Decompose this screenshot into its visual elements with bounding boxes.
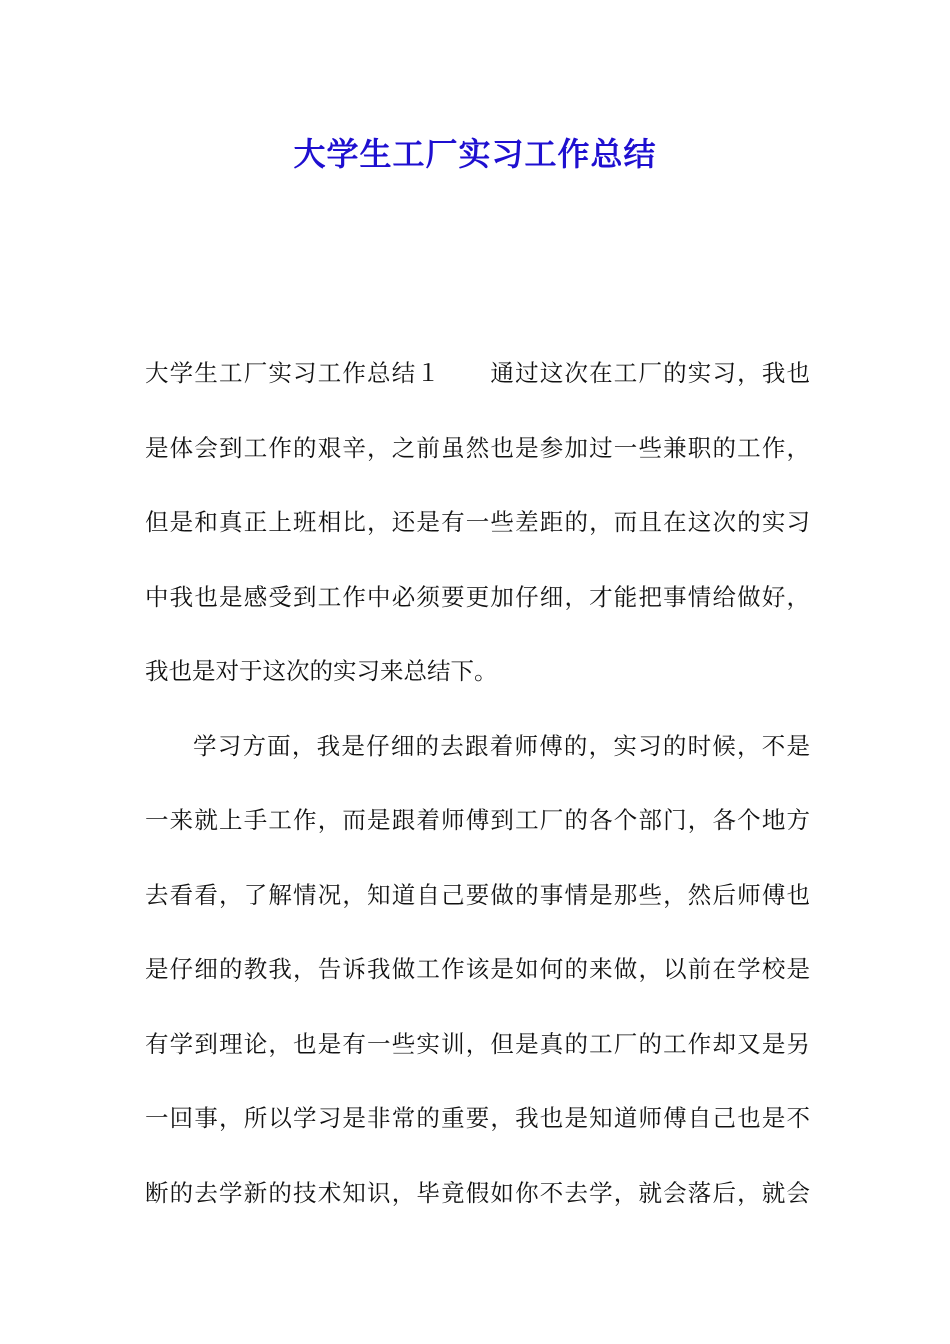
paragraph-1 [145,336,810,709]
paragraph-2 [145,709,810,1231]
text-line: 我也是对于这次的实习来总结下。 [145,657,498,685]
text-line: 学习方面，我是仔细的去跟着师傅的，实习的时候，不是 [193,731,810,760]
text-line: 去看看，了解情况，知道自己要做的事情是那些，然后师傅也 [145,880,810,909]
text-line: 是体会到工作的艰辛，之前虽然也是参加过一些兼职的工作， [145,433,810,462]
text-line: 一来就上手工作，而是跟着师傅到工厂的各个部门，各个地方 [145,806,810,834]
document-body [145,336,810,1230]
text-line: 断的去学新的技术知识，毕竟假如你不去学，就会落后，就会 [145,1178,810,1207]
text-line: 但是和真正上班相比，还是有一些差距的，而且在这次的实习 [145,508,810,536]
text-line: 是仔细的教我，告诉我做工作该是如何的来做，以前在学校是 [145,955,810,983]
text-line: 大学生工厂实习工作总结１ 通过这次在工厂的实习，我也 [145,359,810,387]
document-title: 大学生工厂实习工作总结 [293,135,657,173]
text-line: 中我也是感受到工作中必须要更加仔细，才能把事情给做好， [145,582,810,611]
text-line: 一回事，所以学习是非常的重要，我也是知道师傅自己也是不 [145,1104,810,1132]
text-line: 有学到理论，也是有一些实训，但是真的工厂的工作却又是另 [145,1029,810,1058]
